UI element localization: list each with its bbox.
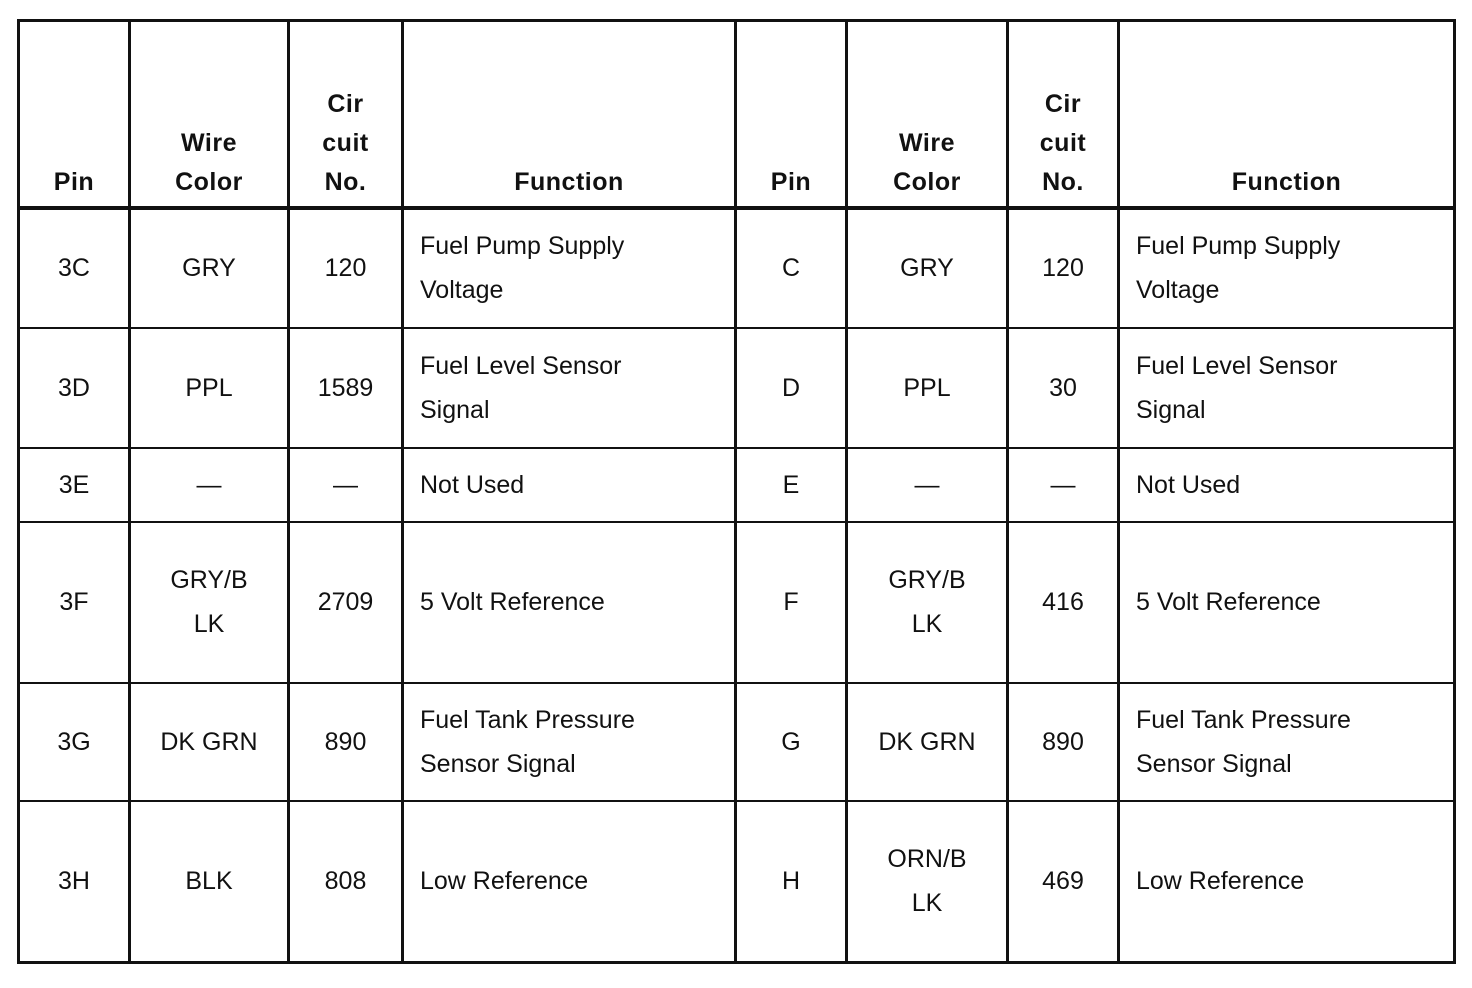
function-cell: Low Reference — [403, 801, 736, 963]
circuit-cell: — — [289, 448, 403, 522]
pin-cell: G — [736, 683, 847, 801]
connector-pinout-table — [17, 19, 1456, 964]
pin-cell: D — [736, 328, 847, 448]
wire-color-cell: ORN/B LK — [847, 801, 1008, 963]
wire-color-cell: — — [130, 448, 289, 522]
wire-color-cell: GRY — [847, 208, 1008, 328]
header-pin-left: Pin — [19, 21, 130, 208]
pin-cell: 3G — [19, 683, 130, 801]
pin-cell: F — [736, 522, 847, 683]
function-cell: Fuel Tank Pressure Sensor Signal — [403, 683, 736, 801]
circuit-cell: 1589 — [289, 328, 403, 448]
circuit-cell: 469 — [1008, 801, 1119, 963]
function-cell: Low Reference — [1119, 801, 1455, 963]
circuit-cell: 120 — [289, 208, 403, 328]
wire-color-cell: GRY/B LK — [847, 522, 1008, 683]
wire-color-cell: DK GRN — [847, 683, 1008, 801]
circuit-cell: 416 — [1008, 522, 1119, 683]
function-cell: 5 Volt Reference — [1119, 522, 1455, 683]
circuit-cell: — — [1008, 448, 1119, 522]
pin-cell: 3H — [19, 801, 130, 963]
circuit-cell: 120 — [1008, 208, 1119, 328]
header-wire-color-right: Wire Color — [847, 21, 1008, 208]
wire-color-cell: PPL — [847, 328, 1008, 448]
function-cell: Fuel Pump Supply Voltage — [403, 208, 736, 328]
function-cell: Fuel Level Sensor Signal — [403, 328, 736, 448]
function-cell: Not Used — [403, 448, 736, 522]
pin-cell: 3D — [19, 328, 130, 448]
table-row — [19, 328, 1455, 448]
table-row — [19, 683, 1455, 801]
circuit-cell: 2709 — [289, 522, 403, 683]
table-row — [19, 522, 1455, 683]
wire-color-cell: DK GRN — [130, 683, 289, 801]
header-wire-color-left: Wire Color — [130, 21, 289, 208]
header-function-left: Function — [403, 21, 736, 208]
header-pin-right: Pin — [736, 21, 847, 208]
function-cell: Fuel Pump Supply Voltage — [1119, 208, 1455, 328]
table-row — [19, 448, 1455, 522]
wire-color-cell: GRY — [130, 208, 289, 328]
header-circuit-no-left: Cir cuit No. — [289, 21, 403, 208]
wire-color-cell: PPL — [130, 328, 289, 448]
pin-cell: C — [736, 208, 847, 328]
pin-cell: 3F — [19, 522, 130, 683]
function-cell: Not Used — [1119, 448, 1455, 522]
header-circuit-no-right: Cir cuit No. — [1008, 21, 1119, 208]
wire-color-cell: — — [847, 448, 1008, 522]
circuit-cell: 30 — [1008, 328, 1119, 448]
function-cell: 5 Volt Reference — [403, 522, 736, 683]
table-row — [19, 801, 1455, 963]
function-cell: Fuel Level Sensor Signal — [1119, 328, 1455, 448]
pin-cell: E — [736, 448, 847, 522]
wire-color-cell: GRY/B LK — [130, 522, 289, 683]
circuit-cell: 890 — [289, 683, 403, 801]
pin-cell: 3C — [19, 208, 130, 328]
function-cell: Fuel Tank Pressure Sensor Signal — [1119, 683, 1455, 801]
table-row — [19, 208, 1455, 328]
pin-cell: H — [736, 801, 847, 963]
pin-cell: 3E — [19, 448, 130, 522]
header-row — [19, 21, 1455, 208]
circuit-cell: 808 — [289, 801, 403, 963]
header-function-right: Function — [1119, 21, 1455, 208]
wire-color-cell: BLK — [130, 801, 289, 963]
circuit-cell: 890 — [1008, 683, 1119, 801]
